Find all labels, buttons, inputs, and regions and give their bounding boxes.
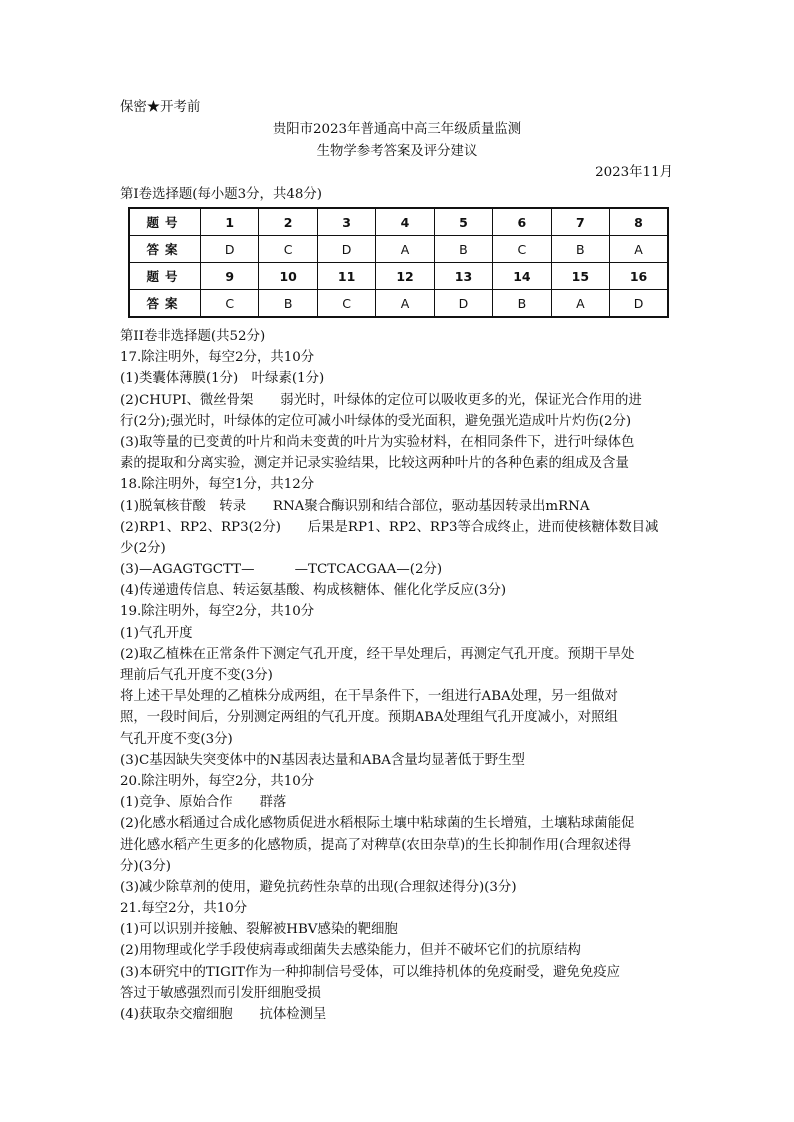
answer-cell: D: [317, 236, 375, 263]
question-number-cell: 9: [201, 263, 259, 290]
text-line: (1)类囊体薄膜(1分) 叶绿素(1分): [120, 371, 325, 387]
question-number-cell: 13: [434, 263, 492, 290]
question-number-cell: 10: [259, 263, 317, 290]
question-number-cell: 11: [317, 263, 375, 290]
answer-cell: C: [259, 236, 317, 263]
text-line: (1)竞争、原始合作 群落: [120, 795, 287, 811]
text-line: 少(2分): [120, 540, 166, 556]
text-line: 将上述干旱处理的乙植株分成两组，在干旱条件下，一组进行ABA处理，另一组做对: [120, 689, 618, 705]
answer-cell: A: [376, 236, 434, 263]
text-line: 17.除注明外，每空2分，共10分: [120, 350, 315, 366]
answer-cell: D: [434, 290, 492, 318]
answer-cell: B: [493, 290, 551, 318]
text-line: (3)本研究中的TIGIT作为一种抑制信号受体，可以维持机体的免疫耐受，避免免疫应: [120, 964, 620, 980]
answer-row: [129, 290, 668, 318]
text-line: (2)化感水稻通过合成化感物质促进水稻根际土壤中粘球菌的生长增殖，土壤粘球菌能促: [120, 816, 635, 832]
question-label-cell: 题号: [129, 263, 201, 290]
text-line: 进化感水稻产生更多的化感物质，提高了对稗草(农田杂草)的生长抑制作用(合理叙述得: [120, 837, 632, 853]
answer-row: [129, 236, 668, 263]
text-line: 分)(3分): [120, 858, 171, 874]
text-line: (4)获取杂交瘤细胞 抗体检测呈: [120, 1007, 327, 1022]
answer-cell: A: [610, 236, 668, 263]
document-subtitle: 生物学参考答案及评分建议: [316, 144, 478, 159]
answer-label-cell: 答案: [129, 290, 201, 318]
text-line: (3)减少除草剂的使用，避免抗药性杂草的出现(合理叙述得分)(3分): [120, 879, 517, 895]
text-line: (1)脱氧核苷酸 转录 RNA聚合酶识别和结合部位，驱动基因转录出mRNA: [120, 498, 590, 514]
text-line: (3)取等量的已变黄的叶片和尚未变黄的叶片为实验材料，在相同条件下，进行叶绿体色: [120, 434, 635, 450]
question-number-cell: 16: [610, 263, 668, 290]
text-line: 19.除注明外，每空2分，共10分: [120, 604, 315, 620]
answer-cell: A: [376, 290, 434, 318]
answer-cell: B: [259, 290, 317, 318]
text-line: 理前后气孔开度不变(3分): [120, 668, 273, 683]
text-line: (1)可以识别并接触、裂解被HBV感染的靶细胞: [120, 922, 398, 938]
text-line: 素的提取和分离实验，测定并记录实验结果，比较这两种叶片的各种色素的组成及含量: [120, 456, 629, 472]
answer-cell: C: [201, 290, 259, 318]
text-line: 答过于敏感强烈而引发肝细胞受损: [120, 985, 321, 1001]
question-number-cell: 7: [551, 208, 609, 236]
answer-cell: B: [434, 236, 492, 263]
question-label-cell: 题号: [129, 208, 201, 236]
text-line: 第II卷非选择题(共52分): [120, 329, 266, 344]
answer-cell: A: [551, 290, 609, 318]
confidential-mark: 保密★开考前: [120, 100, 201, 115]
question-number-cell: 12: [376, 263, 434, 290]
text-line: (1)气孔开度: [120, 625, 193, 641]
text-line: (2)取乙植株在正常条件下测定气孔开度，经干旱处理后，再测定气孔开度。预期干旱处: [120, 646, 635, 662]
text-line: 照，一段时间后，分别测定两组的气孔开度。预期ABA处理组气孔开度减小，对照组: [120, 710, 618, 726]
question-number-cell: 15: [551, 263, 609, 290]
text-line: (3)C基因缺失突变体中的N基因表达量和ABA含量均显著低于野生型: [120, 752, 525, 768]
text-line: (3)—AGAGTGCTT— —TCTCACGAA—(2分): [120, 562, 443, 578]
answer-label-cell: 答案: [129, 236, 201, 263]
text-line: 气孔开度不变(3分): [120, 731, 233, 747]
text-line: 20.除注明外，每空2分，共10分: [120, 773, 315, 789]
document-date: 2023年11月: [595, 165, 673, 180]
question-number-cell: 14: [493, 263, 551, 290]
answer-cell: C: [493, 236, 551, 263]
question-number-row: [129, 263, 668, 290]
text-line: 21.每空2分，共10分: [120, 901, 248, 917]
question-number-cell: 1: [201, 208, 259, 236]
text-line: (2)CHUPI、微丝骨架 弱光时，叶绿体的定位可以吸收更多的光，保证光合作用的进: [120, 392, 642, 408]
question-number-cell: 8: [610, 208, 668, 236]
text-line: (2)用物理或化学手段使病毒或细菌失去感染能力，但并不破坏它们的抗原结构: [120, 943, 581, 959]
question-number-cell: 3: [317, 208, 375, 236]
answer-cell: B: [551, 236, 609, 263]
question-number-cell: 5: [434, 208, 492, 236]
text-line: 行(2分);强光时，叶绿体的定位可减小叶绿体的受光面积，避免强光造成叶片灼伤(2分): [120, 413, 632, 429]
answer-text: [120, 326, 676, 1025]
document-title: 贵阳市2023年普通高中高三年级质量监测: [272, 122, 522, 137]
question-number-cell: 2: [259, 208, 317, 236]
text-line: (2)RP1、RP2、RP3(2分) 后果是RP1、RP2、RP3等合成终止，进而使核糖体数目减: [120, 519, 659, 535]
section1-heading: 第I卷选择题(每小题3分，共48分): [120, 187, 322, 202]
answer-cell: D: [201, 236, 259, 263]
text-line: 18.除注明外，每空1分，共12分: [120, 477, 315, 493]
question-number-cell: 6: [493, 208, 551, 236]
question-number-cell: 4: [376, 208, 434, 236]
text-line: (4)传递遗传信息、转运氨基酸、构成核糖体、催化化学反应(3分): [120, 583, 507, 599]
answer-table: [128, 207, 669, 318]
answer-cell: C: [317, 290, 375, 318]
question-number-row: [129, 208, 668, 236]
answer-cell: D: [610, 290, 668, 318]
